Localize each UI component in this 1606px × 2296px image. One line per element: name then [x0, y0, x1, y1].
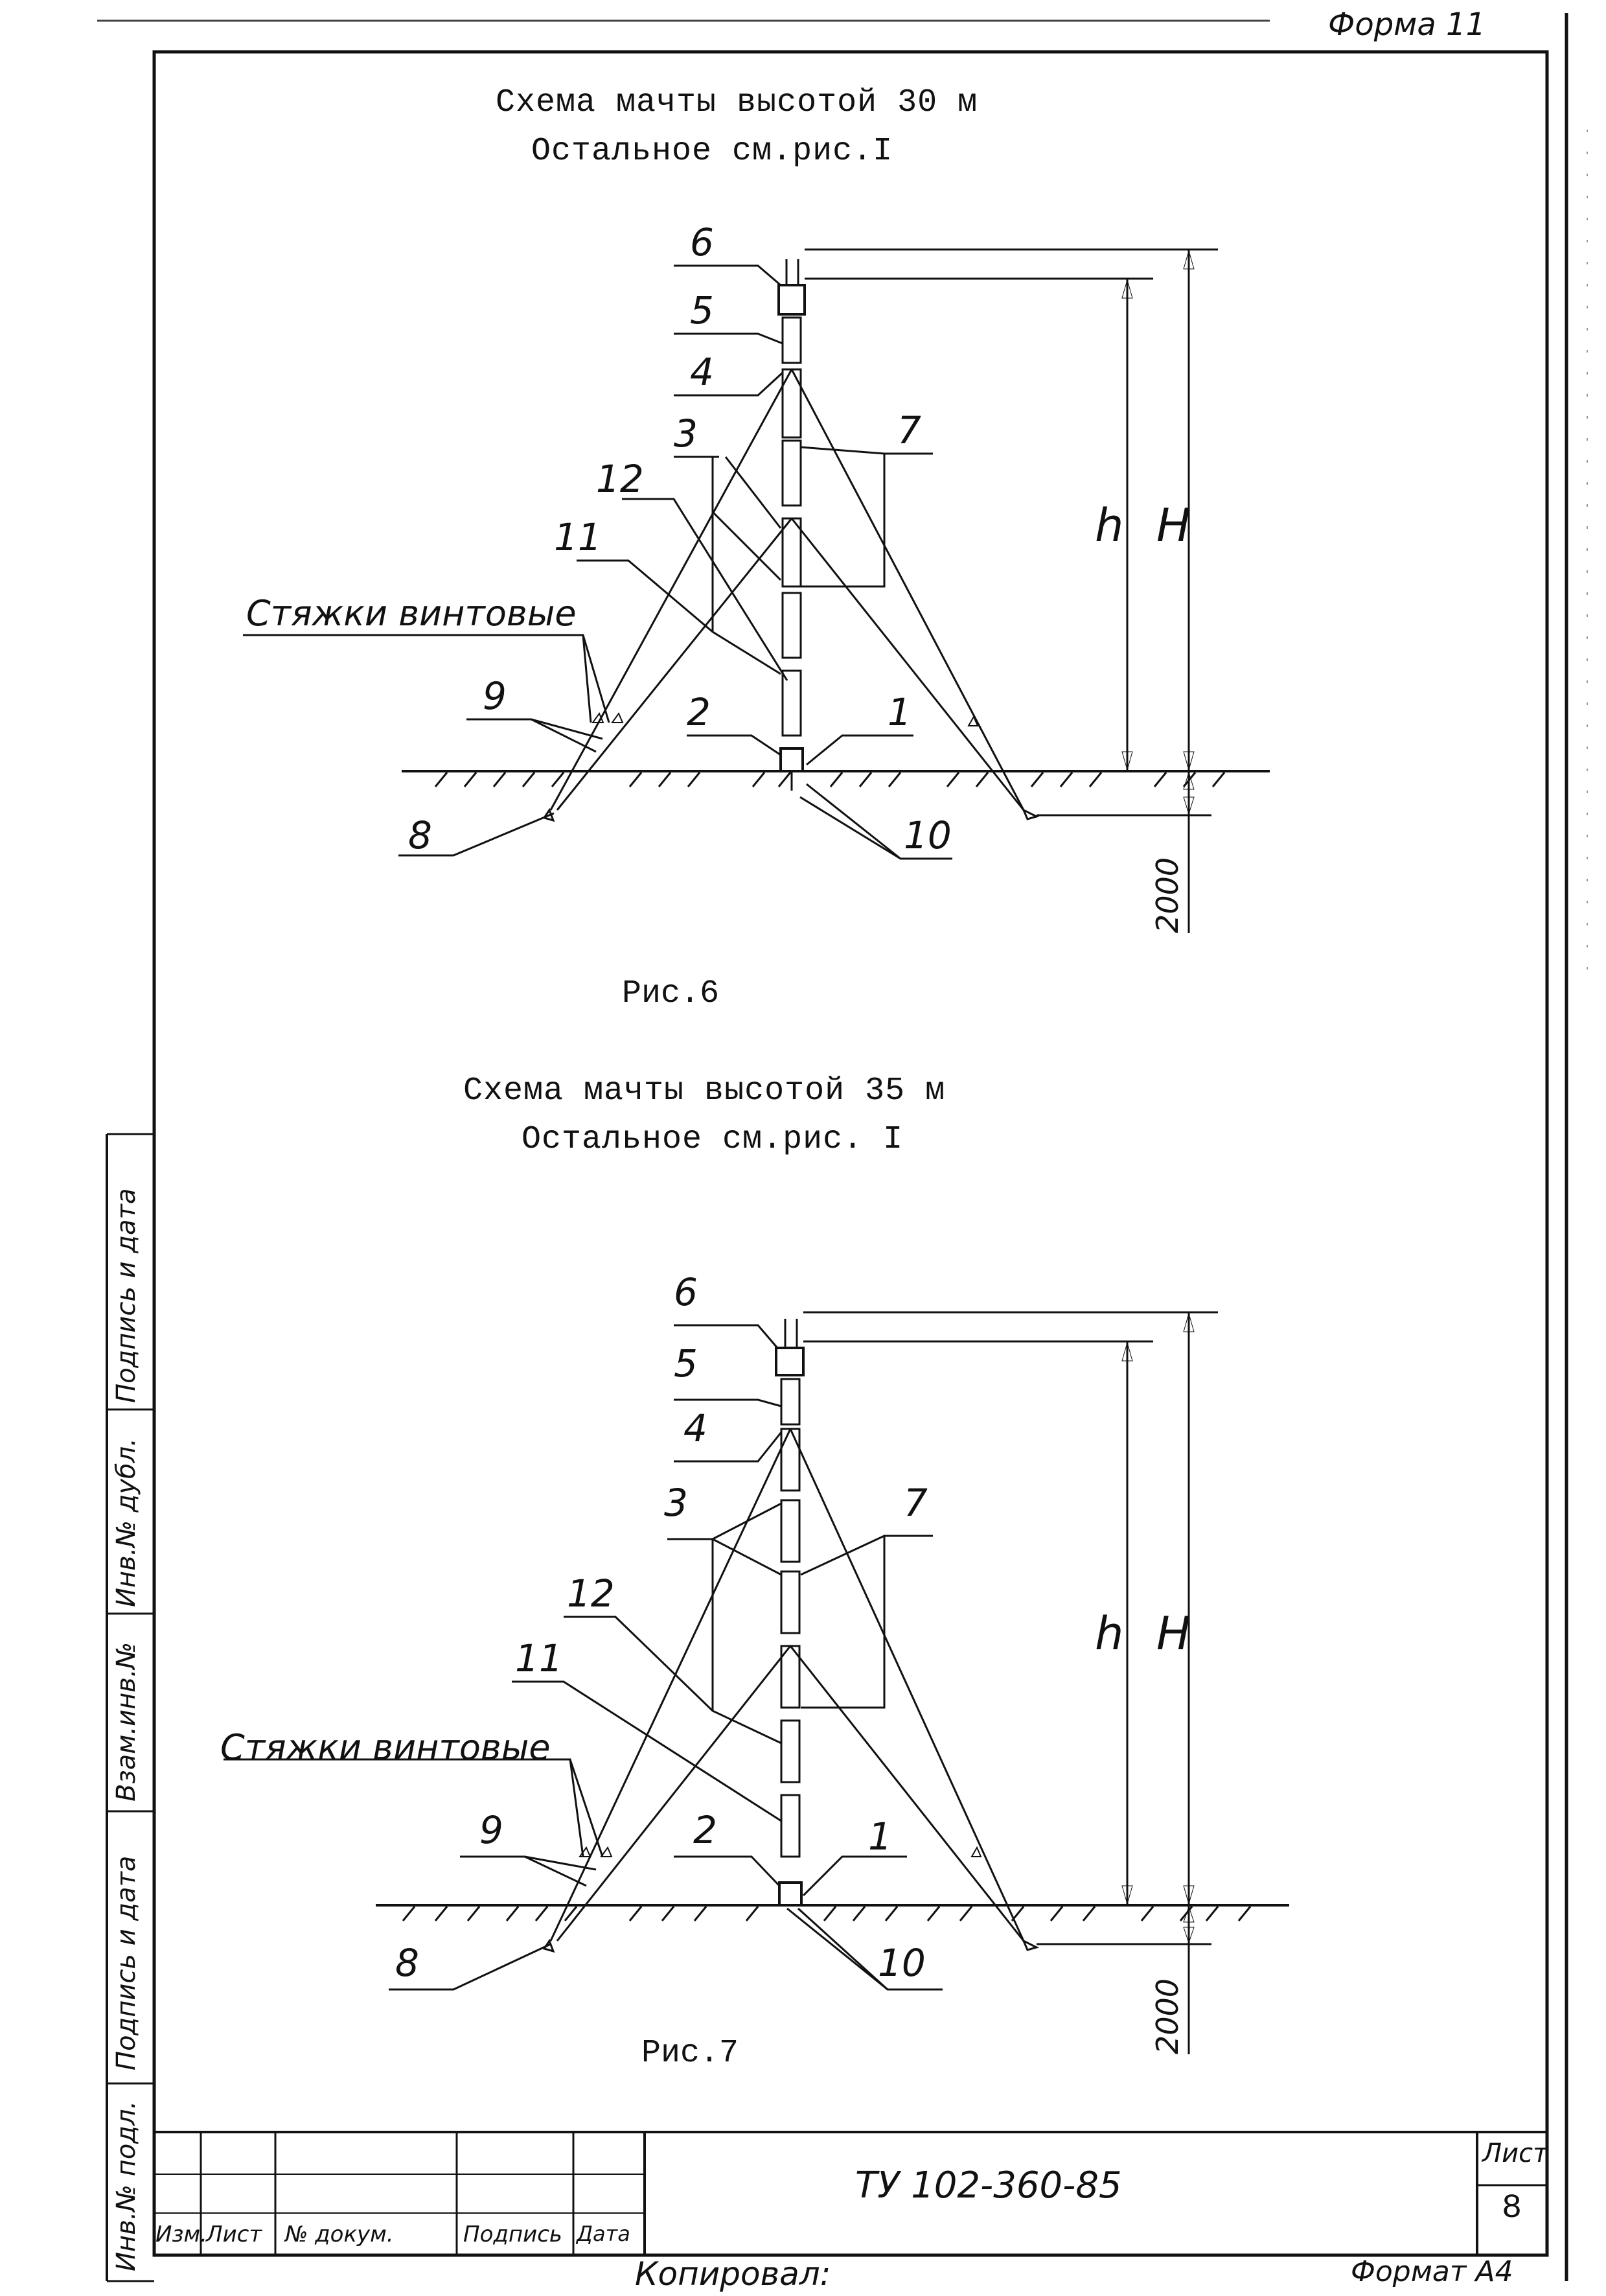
figure-1-title: Схема мачты высотой 30 м — [496, 84, 978, 121]
fig2-dim-depth: 2000 — [1150, 1978, 1185, 2054]
fig1-label-3: 3 — [674, 412, 698, 456]
copied-label: Копировал: — [635, 2255, 831, 2293]
fig1-screw-ties-label: Стяжки винтовые — [246, 593, 577, 634]
fig2-label-9: 9 — [479, 1808, 503, 1852]
fig1-dim-H: H — [1156, 499, 1191, 552]
col-sheet: Лист — [206, 2221, 262, 2247]
figure-2-caption: Рис.7 — [641, 2035, 739, 2072]
sheet-number: 8 — [1502, 2189, 1522, 2227]
col-date: Дата — [577, 2221, 630, 2246]
fig1-label-2: 2 — [687, 690, 711, 734]
col-sign: Подпись — [463, 2221, 562, 2247]
fig1-label-8: 8 — [408, 813, 432, 857]
sheet-label: Лист — [1482, 2139, 1548, 2168]
figure-1-subtitle: Остальное см.рис.I — [531, 133, 893, 170]
stamp-inv-orig: Инв.№ подл. — [111, 2100, 141, 2271]
fig1-label-4: 4 — [690, 350, 714, 394]
col-change: Изм. — [155, 2221, 207, 2247]
fig1-label-6: 6 — [690, 220, 714, 264]
stamp-replace-inv: Взам.инв.№ — [111, 1641, 141, 1802]
figure-1-caption: Рис.6 — [622, 975, 720, 1012]
fig2-label-11: 11 — [515, 1636, 563, 1680]
fig2-label-5: 5 — [674, 1341, 698, 1386]
fig1-label-7: 7 — [897, 408, 921, 452]
col-doc: № докум. — [285, 2221, 394, 2247]
figure-2-subtitle: Остальное см.рис. I — [522, 1121, 904, 1158]
mast-diagram-30m — [0, 0, 1606, 1037]
fig1-label-1: 1 — [888, 690, 912, 734]
fig1-label-10: 10 — [904, 813, 952, 857]
fig1-dim-h: h — [1095, 499, 1124, 552]
fig1-label-11: 11 — [554, 515, 602, 559]
fig2-label-4: 4 — [683, 1406, 707, 1450]
stamp-sign-date-2: Подпись и дата — [111, 1855, 141, 2070]
stamp-sign-date-1: Подпись и дата — [111, 1188, 141, 1403]
fig2-label-8: 8 — [395, 1941, 419, 1985]
format-label: Формат А4 — [1351, 2255, 1513, 2288]
fig2-label-1: 1 — [868, 1815, 892, 1859]
fig2-label-6: 6 — [674, 1270, 698, 1314]
fig2-label-10: 10 — [878, 1941, 926, 1985]
mast-diagram-35m — [0, 1063, 1606, 2100]
fig2-screw-ties-label: Стяжки винтовые — [220, 1727, 551, 1768]
fig2-dim-H: H — [1156, 1607, 1191, 1660]
fig2-label-7: 7 — [904, 1481, 928, 1525]
fig1-label-12: 12 — [596, 457, 644, 501]
fig1-label-9: 9 — [483, 674, 507, 718]
fig1-dim-depth: 2000 — [1150, 857, 1185, 933]
stamp-inv-dupl: Инв.№ дубл. — [111, 1438, 141, 1607]
fig2-label-3: 3 — [664, 1481, 688, 1525]
fig1-label-5: 5 — [690, 288, 714, 332]
form-label: Форма 11 — [1328, 6, 1486, 43]
fig2-dim-h: h — [1095, 1607, 1124, 1660]
fig2-label-2: 2 — [693, 1808, 717, 1852]
figure-2-title: Схема мачты высотой 35 м — [463, 1073, 946, 1109]
doc-code: ТУ 102-360-85 — [855, 2164, 1122, 2207]
fig2-label-12: 12 — [567, 1571, 615, 1616]
